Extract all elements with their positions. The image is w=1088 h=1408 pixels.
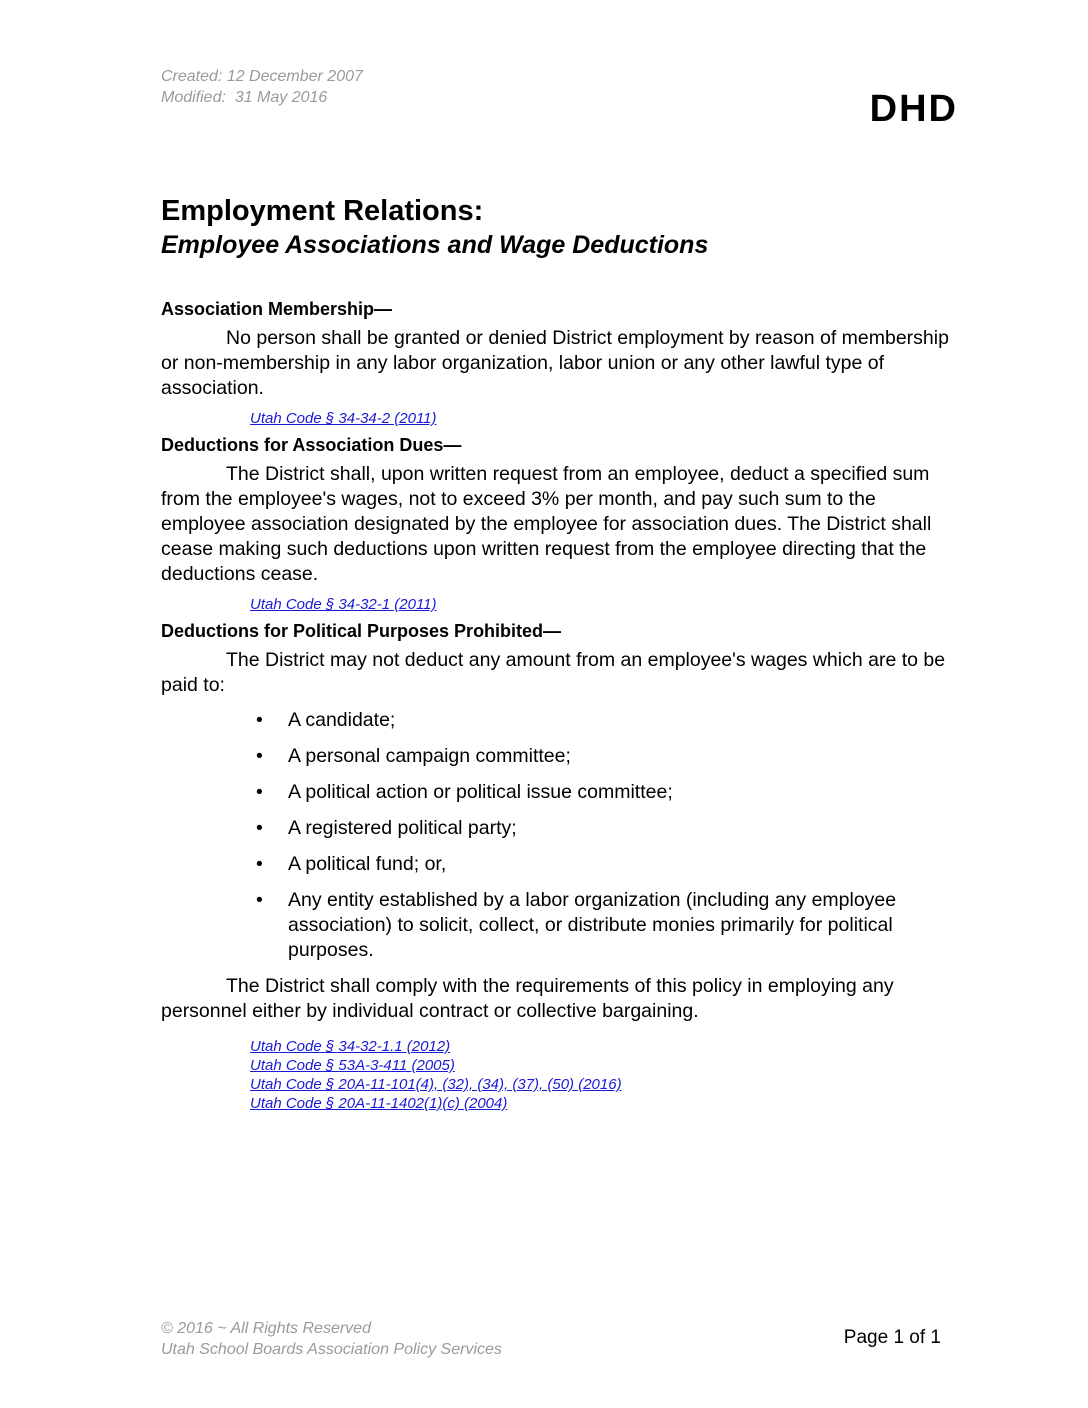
page-title: Employment Relations: xyxy=(161,195,484,227)
bullet-icon: • xyxy=(256,889,263,911)
bullet-icon: • xyxy=(256,853,263,875)
citation-link[interactable]: Utah Code § 20A-11-101(4), (32), (34), (37), (50) (2016) xyxy=(250,1076,622,1093)
citation-link[interactable]: Utah Code § 34-34-2 (2011) xyxy=(250,410,437,427)
bullet-icon: • xyxy=(256,745,263,767)
section-paragraph: The District may not deduct any amount from an employee's wages which are to be paid to: xyxy=(161,649,946,696)
list-item xyxy=(161,744,961,769)
list-item-text: A personal campaign committee; xyxy=(288,745,571,767)
list-item-text: Any entity established by a labor organization (including any employee association) to solicit, collect, or distribute monies primarily for political purposes. xyxy=(288,889,897,961)
document-meta xyxy=(161,66,363,108)
page-subtitle: Employee Associations and Wage Deductions xyxy=(161,231,709,259)
section-paragraph: No person shall be granted or denied District employment by reason of membership or non-membership in any labor organization, labor union or any other lawful type of association. xyxy=(161,327,949,399)
citation-link[interactable]: Utah Code § 53A-3-411 (2005) xyxy=(250,1057,455,1074)
policy-code: DHD xyxy=(869,88,958,130)
list-item xyxy=(161,816,961,841)
citation-link[interactable]: Utah Code § 20A-11-1402(1)(c) (2004) xyxy=(250,1095,508,1112)
footer-copyright xyxy=(161,1318,502,1360)
modified-date: Modified: 31 May 2016 xyxy=(161,89,328,106)
section-association-membership xyxy=(161,298,961,428)
section-paragraph: The District shall, upon written request from an employee, deduct a specified sum from the employee's wages, not to exceed 3% per month, and pay such sum to the employee association designated by the employee for association dues. The District shall cease making such deductions upon written request from the employee directing that the deductions cease. xyxy=(161,463,932,585)
list-item xyxy=(161,708,961,733)
organization-name: Utah School Boards Association Policy Services xyxy=(161,1341,502,1358)
list-item-text: A candidate; xyxy=(288,709,396,731)
citation-link[interactable]: Utah Code § 34-32-1.1 (2012) xyxy=(250,1038,451,1055)
bullet-icon: • xyxy=(256,781,263,803)
copyright-text: © 2016 ~ All Rights Reserved xyxy=(161,1320,371,1337)
section-heading: Deductions for Association Dues— xyxy=(161,435,462,455)
list-item xyxy=(161,852,961,877)
closing-paragraph: The District shall comply with the requirements of this policy in employing any personnel either by individual contract or collective bargaining. xyxy=(161,975,894,1022)
list-item xyxy=(161,888,961,963)
bullet-icon: • xyxy=(256,709,263,731)
prohibited-recipients-list xyxy=(161,708,961,963)
list-item-text: A political action or political issue committee; xyxy=(288,781,673,803)
list-item xyxy=(161,780,961,805)
list-item-text: A political fund; or, xyxy=(288,853,447,875)
section-association-dues xyxy=(161,434,961,614)
created-date: Created: 12 December 2007 xyxy=(161,68,363,85)
section-heading: Deductions for Political Purposes Prohibited— xyxy=(161,621,562,641)
page-number: Page 1 of 1 xyxy=(843,1327,941,1348)
list-item-text: A registered political party; xyxy=(288,817,517,839)
section-heading: Association Membership— xyxy=(161,299,393,319)
policy-body xyxy=(161,298,961,1113)
section-political-deductions xyxy=(161,620,961,1113)
bullet-icon: • xyxy=(256,817,263,839)
citation-list xyxy=(161,1037,961,1113)
citation-link[interactable]: Utah Code § 34-32-1 (2011) xyxy=(250,596,437,613)
